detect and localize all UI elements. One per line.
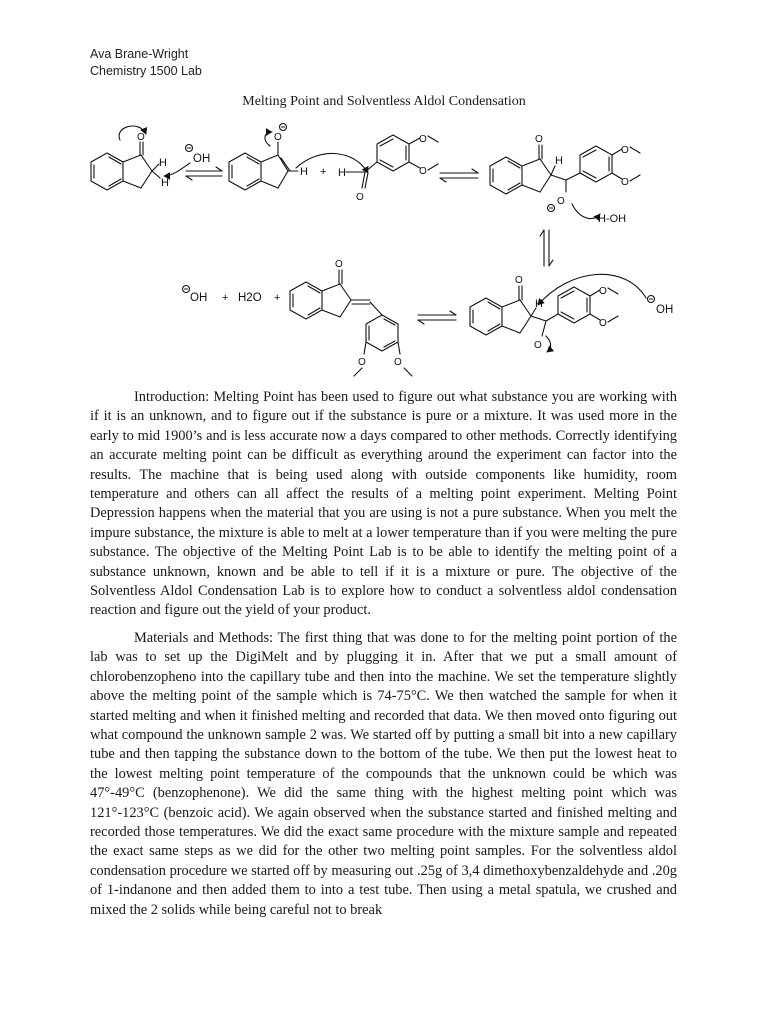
chalcone-product-structure xyxy=(290,259,412,376)
equilibrium-arrows-2 xyxy=(440,169,478,182)
oxygen-label: O xyxy=(534,340,542,351)
hydrogen-label: H xyxy=(555,155,563,167)
hydrogen-label: H xyxy=(535,298,543,310)
hydroxide-label: OH xyxy=(190,292,208,304)
water-label: H-OH xyxy=(598,213,627,225)
hydrogen-label: H xyxy=(161,177,169,189)
indanone-structure-1 xyxy=(91,126,169,190)
oxygen-label: O xyxy=(137,132,145,143)
oxygen-label: O xyxy=(557,196,565,207)
hydrogen-label: H xyxy=(159,157,167,169)
plus-sign: + xyxy=(320,166,327,178)
methods-paragraph: Materials and Methods: The first thing that was done to for the melting point portion of the lab was to set up the DigiMelt and by plugging it in. After that we put a small amount of chlorobenzopheno into the capillary tube and then into the machine. We set the temperature slightly above the melting point of the sample which is 74-75°C. We then watched the sample for when it started melting and when it finished melting and recorded that data. We then moved onto figuring out what compound the unknown sample 2 was. We started off by putting a small bit into a new capillary tube and then tapping the substance down to the bottom of the tube. We then put the lowest heat to the lowest melting point temperature of the compounds that the unknown could be which was 47°-49°C (benzophenone). We did the same thing with the highest melting point which was 121°-123°C (benzoic acid). We again observed when the substance started and finished melting and recorded those temperatures. We did the exact same procedure with the mixture sample and repeated the exact same steps as we did for the other two melting point samples. For the solventless aldol condensation procedure we started off by measuring out .25g of 3,4 dimethoxybenzaldehyde and .20g of 1-indanone and then added them to into a test tube. Then using a metal spatula, we crushed and mixed the 2 solids while being careful not to break xyxy=(90,629,677,918)
oxygen-label: O xyxy=(515,275,523,286)
oxygen-label: O xyxy=(599,286,607,297)
oxygen-label: O xyxy=(394,357,402,368)
course-name: Chemistry 1500 Lab xyxy=(90,64,202,78)
hydroxide-label: OH xyxy=(656,304,674,316)
oxygen-label: O xyxy=(274,132,282,143)
oxygen-label: O xyxy=(419,134,427,145)
oxygen-label: O xyxy=(358,357,366,368)
oxygen-label: O xyxy=(419,166,427,177)
author-name: Ava Brane-Wright xyxy=(90,47,189,61)
equilibrium-arrows-vertical xyxy=(540,230,553,266)
dimethoxybenzaldehyde-structure xyxy=(338,134,438,203)
hydrogen-label: H xyxy=(300,166,308,178)
oxygen-label: O xyxy=(356,192,364,203)
oxygen-label: O xyxy=(621,145,629,156)
reaction-mechanism-scheme xyxy=(0,118,768,380)
oxygen-label: O xyxy=(621,177,629,188)
hydroxide-label: OH xyxy=(193,153,211,165)
report-body xyxy=(90,388,677,928)
hydrogen-label: H xyxy=(338,167,346,179)
enolate-structure xyxy=(229,124,308,191)
hydroxide-ion-product xyxy=(183,286,208,305)
oxygen-label: O xyxy=(335,259,343,270)
equilibrium-arrows-3 xyxy=(418,311,456,324)
plus-sign: + xyxy=(274,292,281,304)
equilibrium-arrows-1 xyxy=(186,167,222,180)
water-label: H2O xyxy=(238,292,262,304)
document-title: Melting Point and Solventless Aldol Condensation xyxy=(242,94,526,109)
introduction-paragraph: Introduction: Melting Point has been used to figure out what substance you are working with if it is an unknown, and to figure out if the substance is pure or a mixture. It was used more in the early to mid 1900’s and is less accurate now a days compared to other methods. Correctly identifying an accurate melting point can be difficult as everything around the experiment can factor into the results. The machine that is being used along with outside components like humidity, room temperature and others can all affect the results of a melting point experiment. Melting Point Depression happens when the material that you are using is not a pure substance. When you melt the impure substance, the mixture is able to melt at a lower temperature than if you were melting the pure substance. The objective of the Melting Point Lab is to be able to identify the melting point of a substance unknown, known and be able to tell if it is a mixture or pure. The objective of the Solventless Aldol Condensation Lab is to explore how to conduct a solventless aldol condensation reaction and figure out the yield of your product. xyxy=(90,389,677,619)
plus-sign: + xyxy=(222,292,229,304)
oxygen-label: O xyxy=(599,318,607,329)
oxygen-label: O xyxy=(535,134,543,145)
elimination-intermediate-structure xyxy=(470,275,618,352)
alkoxide-adduct-structure xyxy=(490,134,640,225)
